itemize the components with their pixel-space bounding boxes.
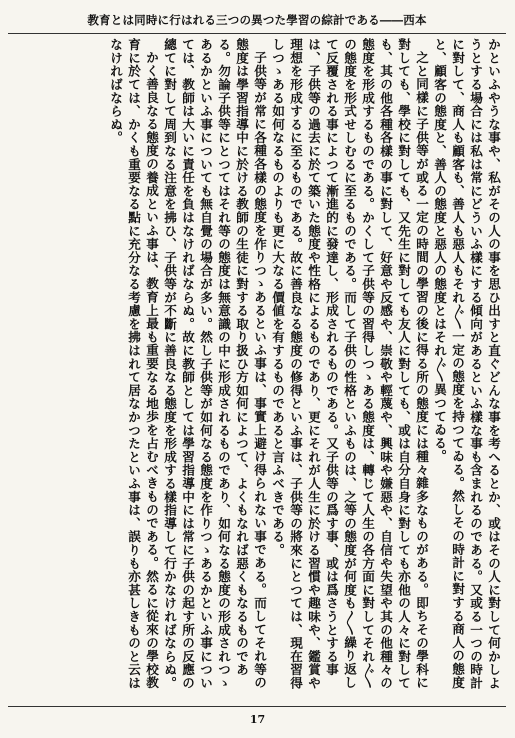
paragraph: かく善良なる態度の養成といふ事は、教育上最も重要なる地歩を占むべきものである。然るに從來の學校教育に於ては、かくも重要なる點に充分なる考慮を拂はれて居なかつたといふ事は、誤りも亦甚しきものと云はなければならぬ。 xyxy=(108,38,159,690)
body-text xyxy=(12,38,502,702)
paragraph: かといふやうな事や、私がその人の事を思ひ出すと直ぐどんな事を考へるとか、或はその人に對して何かしようとする場合には私は常にどういふ樣にする傾向があるといふ樣な事も含まれるのである。又或る一つの時計に對して、商人も顧客も、善人も惡人もそれ〴〵一定の態度を持つてゐる。然しその時計に對する商人の態度と、顧客の態度と、善人の態度と惡人の態度とはそれ〴〵異つてゐる。 xyxy=(432,38,501,690)
running-header: 教育とは同時に行はれる三つの異つた學習の綜計である――西本 xyxy=(87,13,427,27)
paragraph: 之と同樣に子供等が或る一定の時間の學習の後に得る所の態度には種々雜多なものがある。即ちその學科に對しても、學校に對しても、又先生に對しても友人に對しても、或は自分自身に對しても亦他の人々に對しても、其の他各種各樣の事に對して、好意や反感や、崇敬や輕蔑や、興味や嫌惡や、自信や失望や其の他種々の態度を形成するものである。かくして子供等の習得しつゝある態度は、轉じて人生の各方面に對してそれ〴〵の態度を形式せしむるに至るものである。而して子供の性格といふものは、之等の態度が何度も〳〵繰り返して反覆される事によつて漸進的に發達し、形成されるものである。又子供等の爲す事、或は爲さうとする事は、子供等の過去に於て築いた態度や性格によるものであり、更にそれが人生に於ける習慣や趣味や、鑑賞や理想を形成するに至るものである。故に善良なる態度の修得といふ事は、子供等の將來にとつては、現在習得しつゝある如何なるものよりも更に大なる價値を有するものであると言ふべきである。 xyxy=(270,38,429,690)
page-number: 17 xyxy=(249,713,266,726)
header-rule xyxy=(8,33,506,34)
footer-rule xyxy=(8,706,506,707)
paragraph: 子供等が常に各種各樣の態度を作りつゝあるといふ事は、事實上避け得られない事である。而してそれ等の態度は學習指導中に於ける教師の生徒に對する取り扱ひ方如何によつて、よくもなれば惡くもなるものである。勿論子供等にとつてはそれ等の態度は無意識の中に形成されるものであり、如何なる態度の形成されつゝあるかといふ事についても無自覺の場合が多い。然し子供等が如何なる態度を作りつゝあるかといふ事については、教師は大いに責任を負はなければならぬ。故に教師としては學習指導中には常に子供の起す所の反應の總てに對して周到なる注意を拂ひ、子供等が不斷に善良なる態度を形成する樣指導して行かなければならぬ。 xyxy=(162,38,267,690)
